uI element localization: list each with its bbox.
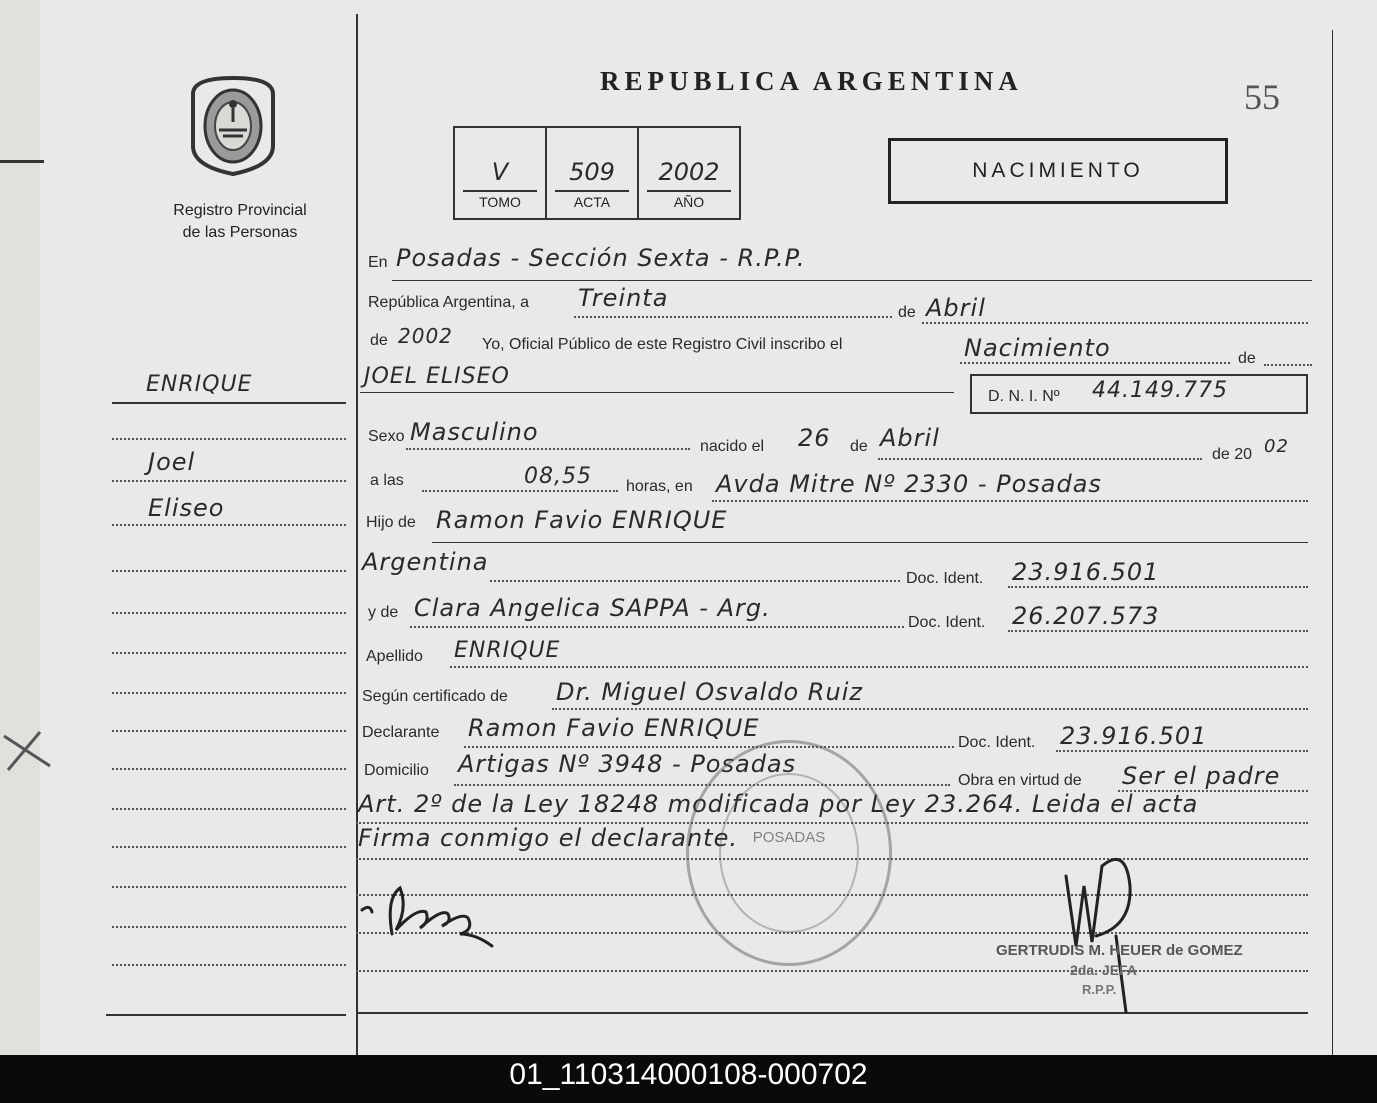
- record-type-label: NACIMIENTO: [972, 159, 1144, 182]
- official-name: GERTRUDIS M. HEUER de GOMEZ: [996, 942, 1243, 959]
- margin-line: [112, 480, 346, 482]
- sex-value: Masculino: [410, 418, 539, 446]
- ano-cell: [639, 128, 739, 218]
- label-doc-ident-declarant: Doc. Ident.: [958, 734, 1036, 751]
- page-binding-edge: [0, 0, 40, 1055]
- tomo-value: V: [491, 158, 509, 186]
- document-title: REPUBLICA ARGENTINA: [600, 66, 1023, 96]
- form-line: [454, 784, 950, 786]
- tomo-rule: [463, 190, 537, 192]
- form-line: [432, 542, 1308, 543]
- margin-line: [112, 926, 346, 928]
- margin-bottom-rule: [106, 1014, 346, 1016]
- provincial-emblem-icon: [183, 74, 283, 178]
- margin-underline: [112, 402, 346, 404]
- form-line: [392, 280, 1312, 281]
- place-value: Posadas - Sección Sexta - R.P.P.: [396, 244, 806, 272]
- label-doc-ident-mother: Doc. Ident.: [908, 614, 986, 631]
- label-apellido: Apellido: [366, 648, 423, 665]
- form-line: [712, 500, 1308, 502]
- form-line: [406, 448, 690, 450]
- margin-line: [112, 438, 346, 440]
- official-seal-stamp: [686, 740, 892, 966]
- birth-day-value: 26: [798, 424, 831, 452]
- official-office: R.P.P.: [1082, 982, 1117, 997]
- declarant-doc-value: 23.916.501: [1060, 722, 1208, 750]
- form-line: [490, 580, 900, 582]
- father-doc-value: 23.916.501: [1012, 558, 1160, 586]
- label-doc-ident-father: Doc. Ident.: [906, 570, 984, 587]
- binding-mark: [0, 160, 44, 163]
- acta-rule: [555, 190, 629, 192]
- page-number: 55: [1244, 77, 1280, 117]
- margin-line: [112, 524, 346, 526]
- year-value: 2002: [398, 324, 453, 348]
- label-dni: D. N. I. Nº: [988, 388, 1060, 405]
- record-reference-box: [453, 126, 741, 220]
- label-yo-oficial: Yo, Oficial Público de este Registro Civil inscribo el: [482, 336, 843, 353]
- day-words-value: Treinta: [578, 284, 669, 312]
- margin-line: [112, 612, 346, 614]
- official-seal-inner-ring: [719, 773, 859, 933]
- dni-box: [970, 374, 1308, 414]
- dni-value: 44.149.775: [1092, 378, 1228, 403]
- form-line: [1264, 364, 1312, 366]
- label-horas-en: horas, en: [626, 478, 693, 495]
- label-obra: Obra en virtud de: [958, 772, 1082, 789]
- form-line: [410, 626, 904, 628]
- official-title: 2da. JEFA: [1070, 962, 1137, 978]
- mother-doc-value: 26.207.573: [1012, 602, 1160, 630]
- form-line: [1008, 586, 1308, 588]
- address-value: Artigas Nº 3948 - Posadas: [458, 750, 797, 778]
- label-hijo-de: Hijo de: [366, 514, 416, 531]
- acta-value: 509: [569, 158, 615, 186]
- father-value: Ramon Favio ENRIQUE: [436, 506, 728, 534]
- ano-label: AÑO: [673, 194, 705, 210]
- form-line: [450, 666, 1308, 668]
- label-sexo: Sexo: [368, 428, 405, 445]
- margin-line: [112, 730, 346, 732]
- registry-name-line1: Registro Provincial: [173, 202, 307, 219]
- label-de-year: de: [370, 332, 388, 349]
- record-type-box: [888, 138, 1228, 204]
- form-line: [960, 362, 1230, 364]
- acta-label: ACTA: [573, 194, 611, 210]
- birth-year-value: 02: [1264, 436, 1289, 457]
- margin-line: [112, 846, 346, 848]
- margin-line: [112, 808, 346, 810]
- margin-first-name: Joel: [148, 448, 196, 476]
- declarant-signature-icon: [356, 868, 506, 958]
- hour-value: 08,55: [524, 464, 592, 489]
- mother-value: Clara Angelica SAPPA - Arg.: [414, 594, 771, 622]
- label-segun: Según certificado de: [362, 688, 508, 705]
- form-line: [356, 970, 1308, 972]
- label-nacido-el: nacido el: [700, 438, 765, 455]
- margin-line: [112, 768, 346, 770]
- label-declarante: Declarante: [362, 724, 440, 741]
- act-value: Nacimiento: [964, 334, 1111, 362]
- surname-value: ENRIQUE: [454, 638, 561, 663]
- label-de-month: de: [850, 438, 868, 455]
- label-de-end: de: [1238, 350, 1256, 367]
- form-line: [360, 392, 954, 393]
- month-value: Abril: [926, 294, 986, 322]
- child-name-value: JOEL ELISEO: [364, 364, 510, 389]
- tomo-cell: [455, 128, 545, 218]
- declarant-value: Ramon Favio ENRIQUE: [468, 714, 760, 742]
- margin-surname: ENRIQUE: [146, 372, 253, 397]
- label-de-20: de 20: [1212, 446, 1253, 463]
- father-nationality-value: Argentina: [362, 548, 489, 576]
- note-line-2: Firma conmigo el declarante.: [358, 824, 738, 852]
- label-republica: República Argentina, a: [368, 294, 529, 311]
- doctor-value: Dr. Miguel Osvaldo Ruiz: [556, 678, 863, 706]
- form-bottom-rule: [356, 1012, 1308, 1014]
- seal-text: POSADAS: [752, 829, 826, 846]
- acta-cell: [547, 128, 637, 218]
- ano-rule: [647, 190, 731, 192]
- registry-name: [130, 200, 350, 244]
- margin-line: [112, 692, 346, 694]
- note-line-1: Art. 2º de la Ley 18248 modificada por Ley 23.264. Leida el acta: [358, 790, 1199, 818]
- margin-second-name: Eliseo: [148, 494, 225, 522]
- right-edge-rule: [1332, 30, 1333, 1055]
- label-en: En: [368, 254, 388, 271]
- label-y-de: y de: [368, 604, 399, 621]
- margin-line: [112, 964, 346, 966]
- binding-x-mark-icon: [0, 726, 56, 776]
- form-line: [552, 708, 1308, 710]
- form-line: [1056, 750, 1308, 752]
- registry-name-line2: de las Personas: [182, 224, 298, 241]
- form-line: [922, 322, 1308, 324]
- birth-place-value: Avda Mitre Nº 2330 - Posadas: [716, 470, 1102, 498]
- label-domicilio: Domicilio: [364, 762, 429, 779]
- form-line: [422, 490, 618, 492]
- form-line: [464, 746, 954, 748]
- ano-value: 2002: [658, 158, 720, 186]
- tomo-label: TOMO: [479, 194, 521, 210]
- scan-footer-id: 01_110314000108-000702: [509, 1058, 868, 1091]
- label-de: de: [898, 304, 916, 321]
- label-a-las: a las: [370, 472, 404, 489]
- form-line: [574, 316, 892, 318]
- birth-month-value: Abril: [880, 424, 940, 452]
- form-line: [1008, 630, 1308, 632]
- margin-line: [112, 652, 346, 654]
- margin-line: [112, 570, 346, 572]
- reason-value: Ser el padre: [1122, 762, 1281, 790]
- form-line: [878, 458, 1202, 460]
- margin-line: [112, 886, 346, 888]
